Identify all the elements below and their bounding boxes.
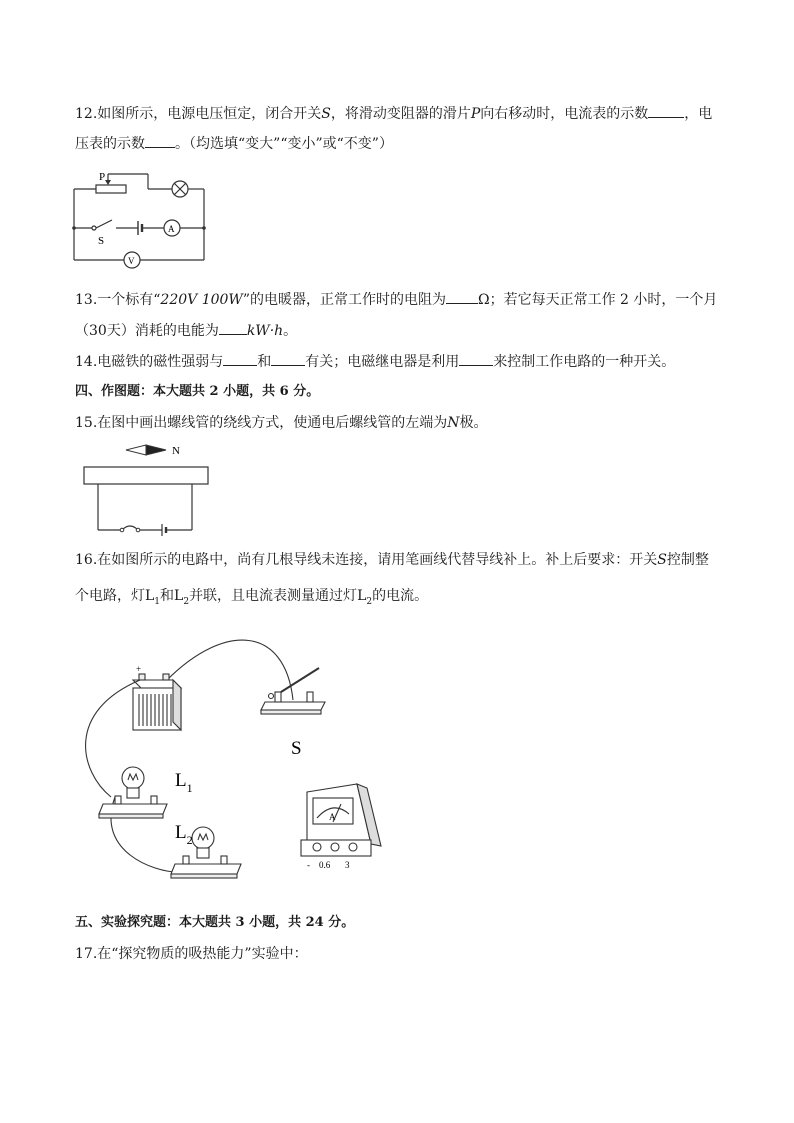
switch-icon — [122, 526, 138, 530]
q13-line2: （30天）消耗的电能为 kW·h。 — [75, 320, 297, 341]
answer-blank[interactable] — [223, 351, 257, 366]
q12-line2: 压表的示数 。（均选填“变大”“变小”或“不变”） — [75, 133, 393, 154]
label-V: V — [128, 256, 135, 266]
label-A: A — [168, 224, 175, 234]
q15-line1: 15.在图中画出螺线管的绕线方式，使通电后螺线管的左端为N极。 — [75, 415, 488, 431]
q16-line2: 个电路，灯$L_1$和$L_2$并联，且电流表测量通过灯$L_2$的电流。 — [75, 588, 429, 607]
label-S: S — [291, 738, 302, 759]
knife-switch-icon — [261, 668, 325, 714]
label-L1: $L_1$ — [175, 770, 193, 795]
q14-line1: 14.电磁铁的磁性强弱与 和 有关；电磁继电器是利用 来控制工作电路的一种开关。 — [75, 351, 675, 372]
ammeter-icon — [301, 784, 381, 856]
label-L2: $L_2$ — [175, 822, 193, 847]
lamp-L1-icon — [99, 767, 167, 818]
section-4-heading: 四、作图题：本大题共 2 小题，共 6 分。 — [75, 384, 320, 399]
q12-circuit-figure — [68, 162, 218, 274]
label-3: 3 — [345, 860, 350, 870]
label-minus: - — [307, 860, 310, 870]
switch-icon — [96, 220, 112, 228]
answer-blank[interactable] — [145, 133, 175, 148]
q12-line1: 12.如图所示，电源电压恒定，闭合开关S，将滑动变阻器的滑片P向右移动时，电流表的示数 ，电 — [75, 103, 712, 124]
q17-line1: 17.在“探究物质的吸热能力”实验中： — [75, 946, 308, 962]
solenoid-core — [84, 467, 208, 484]
q16-line1: 16.在如图所示的电路中，尚有几根导线未连接，请用笔画线代替导线补上。补上后要求：开关S控制整 — [75, 552, 709, 568]
answer-blank[interactable] — [648, 103, 684, 118]
wire — [167, 640, 293, 700]
q13-line1: 13.一个标有“220V 100W”的电暖器，正常工作时的电阻为 Ω；若它每天正常工作 2 小时，一个月 — [75, 289, 717, 310]
compass-needle-icon — [126, 445, 146, 455]
battery-icon — [133, 674, 181, 730]
section-5-heading: 五、实验探究题：本大题共 3 小题，共 24 分。 — [75, 915, 355, 930]
answer-blank[interactable] — [271, 351, 305, 366]
q15-solenoid-figure — [80, 440, 215, 540]
answer-blank[interactable] — [219, 320, 247, 335]
label-N: N — [172, 445, 180, 457]
label-plus: + — [136, 664, 142, 674]
label-A: A — [329, 812, 336, 822]
q16-circuit-figure — [85, 632, 385, 897]
answer-blank[interactable] — [446, 289, 478, 304]
label-S: S — [98, 235, 105, 247]
answer-blank[interactable] — [459, 351, 493, 366]
label-0-6: 0.6 — [319, 860, 331, 870]
switch-contact — [92, 226, 96, 230]
rheostat — [96, 185, 126, 193]
label-P: P — [99, 171, 106, 183]
